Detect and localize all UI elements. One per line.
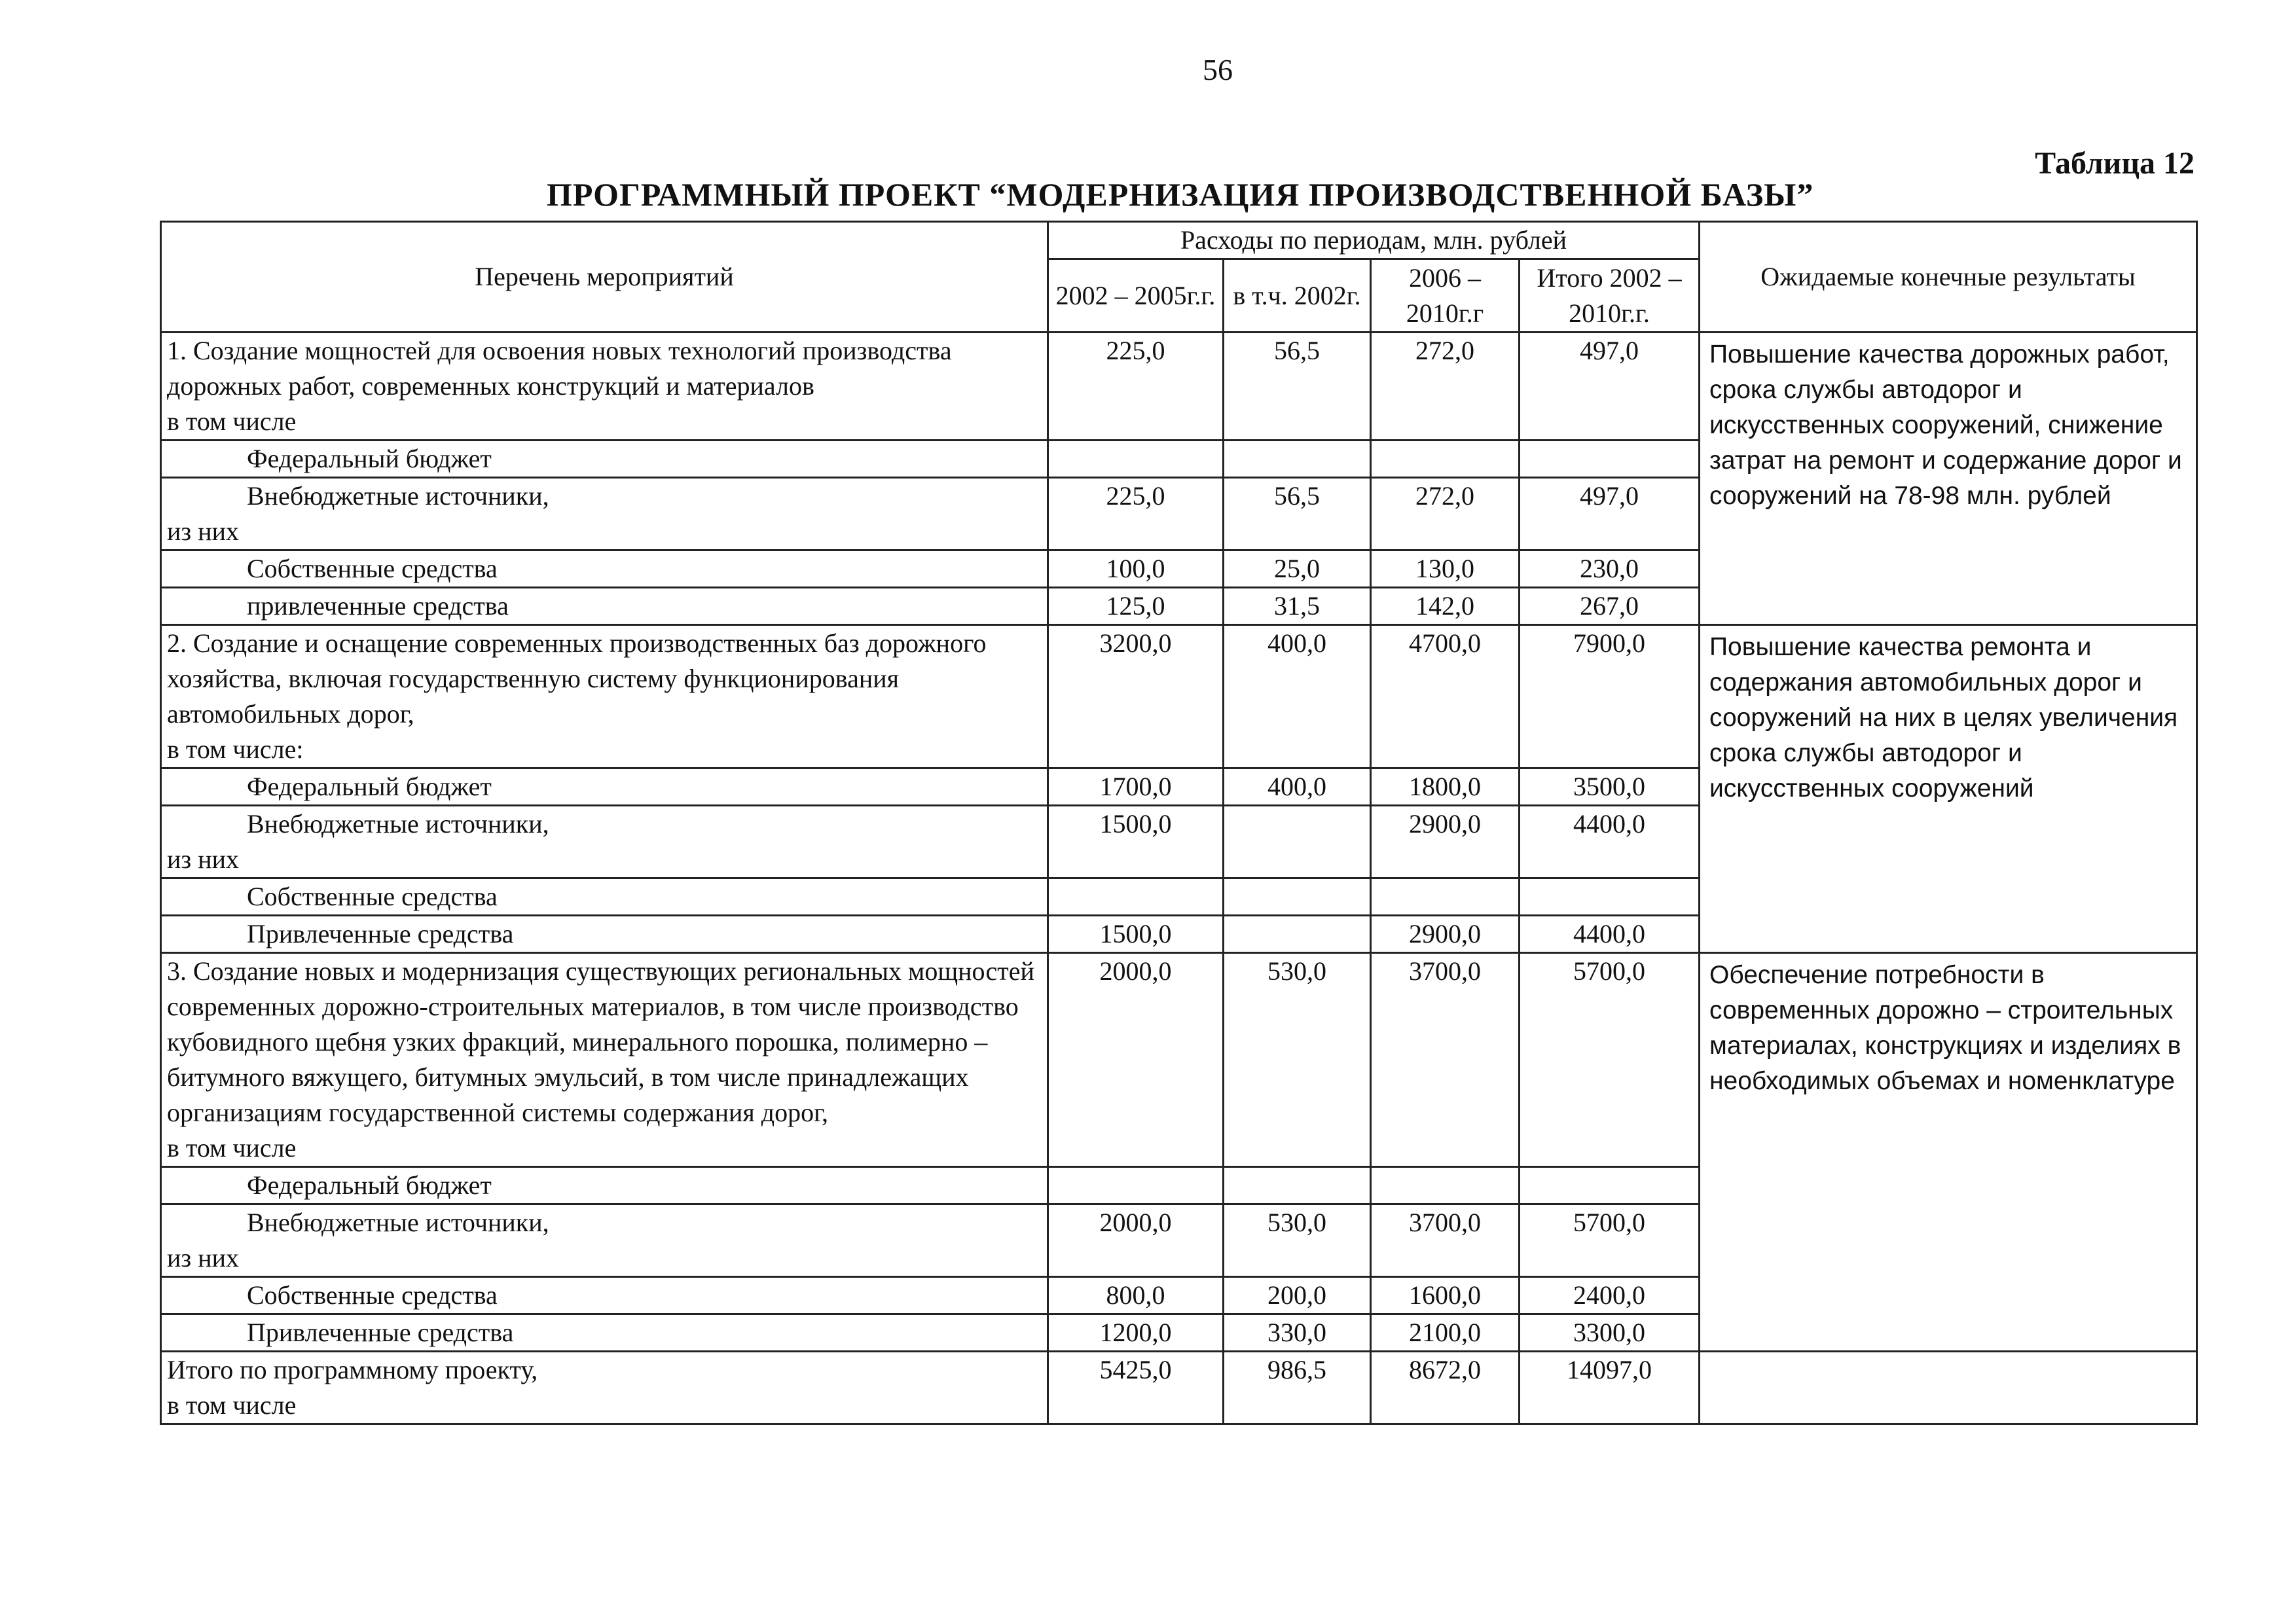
value-cell: 25,0 xyxy=(1224,550,1371,588)
value-cell: 3500,0 xyxy=(1520,768,1700,806)
value-cell: 1200,0 xyxy=(1048,1314,1224,1352)
section-row xyxy=(161,333,2197,441)
value-cell: 4700,0 xyxy=(1371,625,1520,768)
value-cell: 1700,0 xyxy=(1048,768,1224,806)
value-cell: 5700,0 xyxy=(1520,953,1700,1167)
funding-label: Привлеченные средства xyxy=(247,919,514,948)
section-incl: в том числе: xyxy=(167,734,304,764)
value-cell: 2100,0 xyxy=(1371,1314,1520,1352)
funding-label: Внебюджетные источники, xyxy=(247,481,549,511)
header-results: Ожидаемые конечные результаты xyxy=(1700,222,2197,333)
value-cell: 3200,0 xyxy=(1048,625,1224,768)
expected-results: Повышение качества дорожных работ, срока службы автодорог и искусственных сооружений, снижение затрат на ремонт и содержание дорог и сооружений на 78-98 млн. рублей xyxy=(1700,333,2197,625)
value-cell: 530,0 xyxy=(1224,953,1371,1167)
value-cell xyxy=(1224,806,1371,878)
section-title-cell xyxy=(161,625,1048,768)
value-cell xyxy=(1520,441,1700,478)
funding-label: Федеральный бюджет xyxy=(247,1170,492,1200)
value-cell: 130,0 xyxy=(1371,550,1520,588)
value-cell: 230,0 xyxy=(1520,550,1700,588)
total-title-cell xyxy=(161,1352,1048,1424)
value-cell: 272,0 xyxy=(1371,333,1520,441)
value-cell: 2000,0 xyxy=(1048,953,1224,1167)
value-cell xyxy=(1224,916,1371,953)
header-incl-2002: в т.ч. 2002г. xyxy=(1224,259,1371,333)
funding-label-cell xyxy=(161,768,1048,806)
section-title: 2. Создание и оснащение современных производственных баз дорожного хозяйства, включая государственную систему функционирования автомобильных дорог, xyxy=(167,628,987,729)
funding-label: Внебюджетные источники, xyxy=(247,1208,549,1237)
funding-label-cell xyxy=(161,806,1048,878)
value-cell: 142,0 xyxy=(1371,588,1520,625)
header-2002-2005: 2002 – 2005г.г. xyxy=(1048,259,1224,333)
value-cell: 530,0 xyxy=(1224,1204,1371,1277)
value-cell: 986,5 xyxy=(1224,1352,1371,1424)
funding-label: Федеральный бюджет xyxy=(247,772,492,801)
value-cell: 31,5 xyxy=(1224,588,1371,625)
total-row xyxy=(161,1352,2197,1424)
value-cell: 1800,0 xyxy=(1371,768,1520,806)
value-cell: 2900,0 xyxy=(1371,916,1520,953)
section-row xyxy=(161,625,2197,768)
value-cell: 125,0 xyxy=(1048,588,1224,625)
value-cell: 8672,0 xyxy=(1371,1352,1520,1424)
value-cell: 2400,0 xyxy=(1520,1277,1700,1314)
value-cell: 225,0 xyxy=(1048,333,1224,441)
section-title-cell xyxy=(161,953,1048,1167)
value-cell: 1500,0 xyxy=(1048,806,1224,878)
total-incl: в том числе xyxy=(167,1390,297,1420)
funding-label-cell xyxy=(161,1204,1048,1277)
value-cell xyxy=(1520,1167,1700,1204)
value-cell: 3300,0 xyxy=(1520,1314,1700,1352)
value-cell xyxy=(1224,1167,1371,1204)
value-cell: 330,0 xyxy=(1224,1314,1371,1352)
value-cell: 800,0 xyxy=(1048,1277,1224,1314)
section-title: 1. Создание мощностей для освоения новых технологий производства дорожных работ, современных конструкций и материалов xyxy=(167,336,952,401)
expected-results: Обеспечение потребности в современных дорожно – строительных материалах, конструкциях и изделиях в необходимых объемах и номенклатуре xyxy=(1700,953,2197,1352)
value-cell: 2000,0 xyxy=(1048,1204,1224,1277)
section-title-cell xyxy=(161,333,1048,441)
value-cell xyxy=(1224,878,1371,916)
funding-sub: из них xyxy=(167,1243,240,1272)
header-total: Итого 2002 –2010г.г. xyxy=(1520,259,1700,333)
value-cell: 1500,0 xyxy=(1048,916,1224,953)
total-title: Итого по программному проекту, xyxy=(167,1355,538,1384)
value-cell: 1600,0 xyxy=(1371,1277,1520,1314)
value-cell xyxy=(1371,1167,1520,1204)
value-cell xyxy=(1371,441,1520,478)
value-cell xyxy=(1371,878,1520,916)
value-cell: 3700,0 xyxy=(1371,1204,1520,1277)
value-cell xyxy=(1224,441,1371,478)
funding-label-cell xyxy=(161,588,1048,625)
value-cell: 14097,0 xyxy=(1520,1352,1700,1424)
value-cell: 400,0 xyxy=(1224,625,1371,768)
value-cell: 3700,0 xyxy=(1371,953,1520,1167)
value-cell xyxy=(1520,878,1700,916)
page-number: 56 xyxy=(1203,53,1233,86)
value-cell: 225,0 xyxy=(1048,478,1224,550)
funding-label-cell xyxy=(161,441,1048,478)
header-2006-2010: 2006 – 2010г.г xyxy=(1371,259,1520,333)
funding-label: Собственные средства xyxy=(247,1280,498,1310)
expected-results: Повышение качества ремонта и содержания автомобильных дорог и сооружений на них в целях увеличения срока службы автодорог и искусственных сооружений xyxy=(1700,625,2197,953)
value-cell xyxy=(1048,878,1224,916)
value-cell: 5700,0 xyxy=(1520,1204,1700,1277)
value-cell: 5425,0 xyxy=(1048,1352,1224,1424)
value-cell: 56,5 xyxy=(1224,333,1371,441)
value-cell: 4400,0 xyxy=(1520,916,1700,953)
funding-label-cell xyxy=(161,1314,1048,1352)
program-table xyxy=(160,221,2198,1425)
funding-label-cell xyxy=(161,478,1048,550)
funding-label: Собственные средства xyxy=(247,882,498,911)
funding-label: Внебюджетные источники, xyxy=(247,809,549,839)
section-incl: в том числе xyxy=(167,1133,297,1163)
funding-label-cell xyxy=(161,1167,1048,1204)
value-cell: 2900,0 xyxy=(1371,806,1520,878)
header-activities: Перечень мероприятий xyxy=(161,222,1048,333)
value-cell: 497,0 xyxy=(1520,478,1700,550)
value-cell: 267,0 xyxy=(1520,588,1700,625)
value-cell: 100,0 xyxy=(1048,550,1224,588)
funding-sub: из них xyxy=(167,844,240,874)
value-cell: 4400,0 xyxy=(1520,806,1700,878)
funding-label: Привлеченные средства xyxy=(247,1318,514,1347)
funding-label: Федеральный бюджет xyxy=(247,444,492,473)
header-expenses: Расходы по периодам, млн. рублей xyxy=(1048,222,1700,259)
value-cell: 272,0 xyxy=(1371,478,1520,550)
value-cell xyxy=(1048,1167,1224,1204)
value-cell: 497,0 xyxy=(1520,333,1700,441)
section-title: 3. Создание новых и модернизация существующих региональных мощностей современных дорожно-строительных материалов, в том числе производство кубовидного щебня узких фракций, минерального порошка, полимерно – битумного вяжущего, битумных эмульсий, в том числе принадлежащих организациям государственной системы содержания дорог, xyxy=(167,956,1034,1127)
value-cell: 200,0 xyxy=(1224,1277,1371,1314)
value-cell: 56,5 xyxy=(1224,478,1371,550)
funding-sub: из них xyxy=(167,516,240,546)
funding-label: привлеченные средства xyxy=(247,591,509,621)
funding-label-cell xyxy=(161,878,1048,916)
section-row xyxy=(161,953,2197,1167)
funding-label-cell xyxy=(161,1277,1048,1314)
value-cell xyxy=(1048,441,1224,478)
funding-label-cell xyxy=(161,916,1048,953)
table-label: Таблица 12 xyxy=(2035,146,2195,181)
table-body xyxy=(161,333,2197,1424)
value-cell: 400,0 xyxy=(1224,768,1371,806)
total-results-cell xyxy=(1700,1352,2197,1424)
section-incl: в том числе xyxy=(167,406,297,436)
funding-label-cell xyxy=(161,550,1048,588)
document-title: ПРОГРАММНЫЙ ПРОЕКТ “МОДЕРНИЗАЦИЯ ПРОИЗВОДСТВЕННОЙ БАЗЫ” xyxy=(547,176,1814,213)
value-cell: 7900,0 xyxy=(1520,625,1700,768)
funding-label: Собственные средства xyxy=(247,554,498,583)
